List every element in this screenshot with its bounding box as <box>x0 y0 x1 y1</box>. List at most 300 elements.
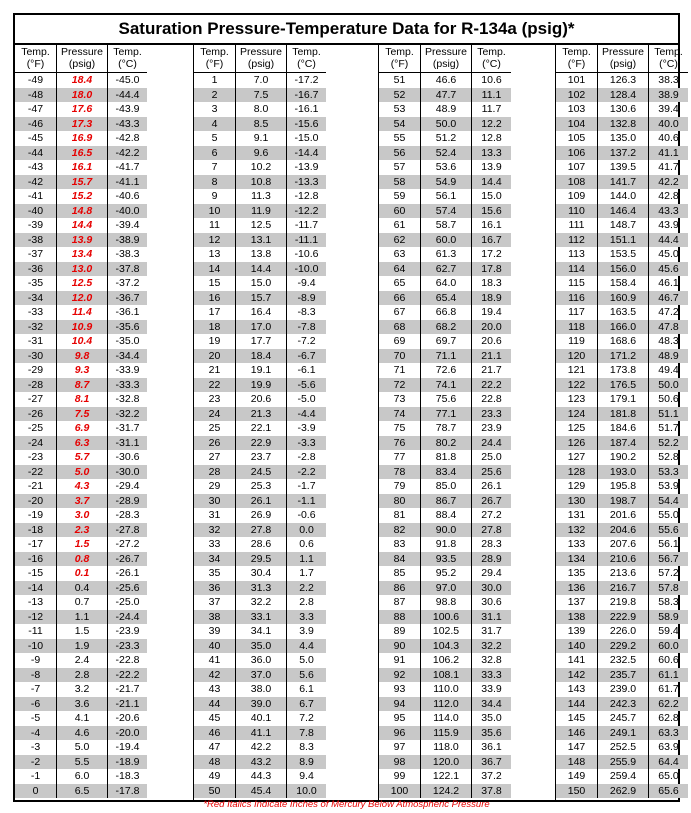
table-row <box>15 755 147 770</box>
table-row <box>194 436 326 451</box>
pressure-header: Pressure (psig) <box>597 44 648 72</box>
temp-f-cell: 45 <box>208 712 221 724</box>
temp-f-cell: -18 <box>27 523 44 536</box>
pressure-cell: 3.6 <box>56 697 107 712</box>
table-row <box>15 218 147 233</box>
temp-c-cell: -37.2 <box>107 276 147 291</box>
pressure-cell: 26.9 <box>235 508 286 523</box>
temp-f-cell: 8 <box>211 175 218 188</box>
table-row <box>379 349 511 364</box>
temp-f-cell: -39 <box>27 219 44 231</box>
pressure-cell: 114.0 <box>420 711 471 726</box>
temp-f-cell: -27 <box>27 393 44 405</box>
temp-c-cell: 42.8 <box>648 189 688 204</box>
table-row <box>194 639 326 654</box>
table-row <box>194 421 326 436</box>
temp-c-cell: 28.9 <box>471 552 511 567</box>
temp-f-cell: -17 <box>27 538 44 550</box>
temp-f-cell: 25 <box>208 422 221 434</box>
pt-chart-sheet <box>13 13 683 810</box>
temp-c-cell: 40.0 <box>648 117 688 132</box>
pressure-cell: 7.5 <box>235 88 286 103</box>
table-row <box>556 320 688 335</box>
temp-f-cell: -10 <box>27 639 44 652</box>
temp-f-cell: 41 <box>208 654 221 666</box>
pressure-cell: 2.3 <box>56 523 107 538</box>
temp-f-cell: 102 <box>567 88 586 101</box>
temp-f-cell: 82 <box>393 523 406 536</box>
table-row <box>556 479 688 494</box>
pressure-cell: 249.1 <box>597 726 648 741</box>
table-row <box>379 218 511 233</box>
temp-f-cell: -41 <box>27 190 44 202</box>
temp-c-cell: -43.9 <box>107 102 147 117</box>
temp-f-cell: 37 <box>208 596 221 608</box>
temp-c-cell: 21.7 <box>471 363 511 378</box>
temp-c-cell: -35.0 <box>107 334 147 349</box>
table-row <box>379 552 511 567</box>
temp-c-cell: 57.2 <box>648 566 688 581</box>
temp-f-cell: 3 <box>211 103 218 115</box>
temp-f-cell: 132 <box>567 523 586 536</box>
temp-f-cell: 16 <box>208 291 221 304</box>
table-row <box>379 624 511 639</box>
pressure-cell: 124.2 <box>420 784 471 799</box>
table-row <box>15 624 147 639</box>
temp-c-cell: -20.6 <box>107 711 147 726</box>
pressure-cell: 122.1 <box>420 769 471 784</box>
table-row <box>15 291 147 306</box>
table-row <box>194 653 326 668</box>
table-row <box>379 523 511 538</box>
temp-c-cell: 22.2 <box>471 378 511 393</box>
temp-f-cell: 10 <box>208 204 221 217</box>
table-row <box>556 262 688 277</box>
temp-c-cell: -4.4 <box>286 407 326 422</box>
temp-f-cell: 15 <box>208 277 221 289</box>
temp-c-cell: -1.7 <box>286 479 326 494</box>
pressure-cell: 130.6 <box>597 102 648 117</box>
temp-c-cell: 11.1 <box>471 88 511 103</box>
pressure-cell: 21.3 <box>235 407 286 422</box>
temp-f-cell: -33 <box>27 306 44 318</box>
temp-c-cell: 63.9 <box>648 740 688 755</box>
temp-c-cell: 65.6 <box>648 784 688 799</box>
temp-f-cell: 75 <box>393 422 406 434</box>
pressure-cell: 75.6 <box>420 392 471 407</box>
table-row <box>556 595 688 610</box>
table-row <box>556 88 688 103</box>
table-row <box>556 581 688 596</box>
temp-c-cell: 6.7 <box>286 697 326 712</box>
temp-c-cell: 37.2 <box>471 769 511 784</box>
pressure-cell: 12.5 <box>56 276 107 291</box>
table-row <box>556 189 688 204</box>
temp-f-cell: 4 <box>211 117 218 130</box>
pressure-header: Pressure (psig) <box>235 44 286 72</box>
temp-c-cell: 10.6 <box>471 73 511 88</box>
table-group-2 <box>193 44 326 802</box>
temp-f-cell: 73 <box>393 393 406 405</box>
pressure-cell: 42.2 <box>235 740 286 755</box>
pressure-cell: 11.4 <box>56 305 107 320</box>
temp-f-cell: 84 <box>393 552 406 565</box>
temp-c-cell: 26.1 <box>471 479 511 494</box>
temp-f-cell: 6 <box>211 146 218 159</box>
temp-f-cell: 31 <box>208 509 221 521</box>
temp-f-cell: 92 <box>393 668 406 681</box>
pressure-cell: 15.7 <box>235 291 286 306</box>
temp-f-cell: -44 <box>27 146 44 159</box>
temp-c-cell: -8.9 <box>286 291 326 306</box>
temp-c-cell: 49.4 <box>648 363 688 378</box>
temp-f-cell: 88 <box>393 610 406 623</box>
temp-f-cell: -47 <box>27 103 44 115</box>
column-headers <box>379 44 511 73</box>
temp-c-cell: -7.2 <box>286 334 326 349</box>
temp-c-cell: -14.4 <box>286 146 326 161</box>
pressure-cell: 33.1 <box>235 610 286 625</box>
pressure-cell: 0.8 <box>56 552 107 567</box>
temp-f-cell: 138 <box>567 610 586 623</box>
temp-f-cell: 46 <box>208 726 221 739</box>
table-row <box>15 769 147 784</box>
pressure-cell: 40.1 <box>235 711 286 726</box>
temp-c-cell: 3.9 <box>286 624 326 639</box>
table-row <box>194 320 326 335</box>
temp-f-cell: 124 <box>567 407 586 420</box>
temp-f-cell: 103 <box>567 103 586 115</box>
pressure-cell: 216.7 <box>597 581 648 596</box>
temp-c-cell: 23.3 <box>471 407 511 422</box>
temp-f-cell: 56 <box>393 146 406 159</box>
table-row <box>15 784 147 799</box>
pressure-cell: 3.7 <box>56 494 107 509</box>
pressure-cell: 115.9 <box>420 726 471 741</box>
temp-c-cell: 2.8 <box>286 595 326 610</box>
temp-c-cell: -28.9 <box>107 494 147 509</box>
temp-c-cell: -26.7 <box>107 552 147 567</box>
temp-c-cell: 3.3 <box>286 610 326 625</box>
temp-c-cell: -12.8 <box>286 189 326 204</box>
pressure-cell: 28.6 <box>235 537 286 552</box>
pressure-cell: 34.1 <box>235 624 286 639</box>
temp-f-cell: 123 <box>567 393 586 405</box>
temp-c-cell: 16.1 <box>471 218 511 233</box>
temp-f-cell: 32 <box>208 523 221 536</box>
temp-c-cell: -29.4 <box>107 479 147 494</box>
table-row <box>556 334 688 349</box>
temp-c-cell: 58.9 <box>648 610 688 625</box>
temp-c-cell: 53.3 <box>648 465 688 480</box>
table-row <box>379 175 511 190</box>
temp-f-cell: -35 <box>27 277 44 289</box>
table-row <box>379 769 511 784</box>
pressure-cell: 118.0 <box>420 740 471 755</box>
pressure-cell: 83.4 <box>420 465 471 480</box>
pressure-cell: 78.7 <box>420 421 471 436</box>
temp-f-cell: 72 <box>393 378 406 391</box>
temp-f-cell: -13 <box>27 596 44 608</box>
table-row <box>15 421 147 436</box>
temp-c-cell: 46.7 <box>648 291 688 306</box>
pressure-cell: 25.3 <box>235 479 286 494</box>
table-row <box>15 537 147 552</box>
table-row <box>379 160 511 175</box>
table-row <box>379 407 511 422</box>
temp-f-cell: 54 <box>393 117 406 130</box>
pressure-cell: 1.1 <box>56 610 107 625</box>
temp-f-cell: 38 <box>208 610 221 623</box>
temp-c-cell: -23.3 <box>107 639 147 654</box>
temp-c-cell: 44.4 <box>648 233 688 248</box>
table-row <box>556 726 688 741</box>
pressure-cell: 23.7 <box>235 450 286 465</box>
pressure-cell: 95.2 <box>420 566 471 581</box>
pressure-cell: 16.4 <box>235 305 286 320</box>
temp-f-cell: 122 <box>567 378 586 391</box>
pressure-cell: 187.4 <box>597 436 648 451</box>
pressure-cell: 156.0 <box>597 262 648 277</box>
table-row <box>194 595 326 610</box>
temp-c-cell: -27.2 <box>107 537 147 552</box>
pressure-cell: 65.4 <box>420 291 471 306</box>
temp-c-cell: 48.9 <box>648 349 688 364</box>
temp-f-cell: 76 <box>393 436 406 449</box>
temp-c-cell: -10.0 <box>286 262 326 277</box>
temp-f-cell: 129 <box>567 480 586 492</box>
temp-f-cell: 105 <box>567 132 586 144</box>
pressure-cell: 13.1 <box>235 233 286 248</box>
pressure-cell: 222.9 <box>597 610 648 625</box>
temp-c-cell: -40.0 <box>107 204 147 219</box>
temp-f-cell: 18 <box>208 320 221 333</box>
pressure-cell: 12.0 <box>56 291 107 306</box>
pressure-cell: 56.1 <box>420 189 471 204</box>
temp-c-cell: -18.3 <box>107 769 147 784</box>
pressure-cell: 60.0 <box>420 233 471 248</box>
temp-f-cell: 48 <box>208 755 221 768</box>
pressure-cell: 160.9 <box>597 291 648 306</box>
pressure-cell: 120.0 <box>420 755 471 770</box>
pressure-cell: 45.4 <box>235 784 286 799</box>
pressure-cell: 13.0 <box>56 262 107 277</box>
pressure-cell: 235.7 <box>597 668 648 683</box>
pressure-cell: 18.4 <box>56 73 107 88</box>
pressure-cell: 166.0 <box>597 320 648 335</box>
temp-f-cell: -26 <box>27 407 44 420</box>
table-row <box>379 639 511 654</box>
temp-c-cell: -7.8 <box>286 320 326 335</box>
table-row <box>194 450 326 465</box>
temp-c-cell: -1.1 <box>286 494 326 509</box>
temp-f-cell: -3 <box>30 741 41 753</box>
pressure-cell: 8.5 <box>235 117 286 132</box>
table-row <box>194 160 326 175</box>
table-row <box>15 189 147 204</box>
temp-c-cell: -36.1 <box>107 305 147 320</box>
temp-c-cell: 17.2 <box>471 247 511 262</box>
temp-f-cell: -11 <box>28 625 43 637</box>
temp-c-cell: 41.7 <box>648 160 688 175</box>
temp-c-cell: 37.8 <box>471 784 511 799</box>
temp-c-cell: -25.0 <box>107 595 147 610</box>
table-row <box>379 363 511 378</box>
pressure-cell: 104.3 <box>420 639 471 654</box>
temp-c-cell: 13.9 <box>471 160 511 175</box>
table-row <box>379 697 511 712</box>
temp-c-cell: -21.7 <box>107 682 147 697</box>
table-row <box>194 233 326 248</box>
temp-c-cell: -32.2 <box>107 407 147 422</box>
temp-c-cell: -15.0 <box>286 131 326 146</box>
pressure-cell: 4.3 <box>56 479 107 494</box>
temp-c-cell: 8.3 <box>286 740 326 755</box>
pressure-cell: 16.9 <box>56 131 107 146</box>
pressure-cell: 41.1 <box>235 726 286 741</box>
table-row <box>379 595 511 610</box>
pressure-cell: 100.6 <box>420 610 471 625</box>
table-row <box>194 146 326 161</box>
temp-c-cell: -11.1 <box>286 233 326 248</box>
temp-c-cell: -20.0 <box>107 726 147 741</box>
table-row <box>15 653 147 668</box>
table-row <box>556 682 688 697</box>
temp-f-cell: 139 <box>567 625 586 637</box>
temp-c-cell: -18.9 <box>107 755 147 770</box>
table-row <box>379 479 511 494</box>
temp-f-cell: 27 <box>208 451 221 463</box>
temp-c-cell: -41.7 <box>107 160 147 175</box>
temp-c-cell: 2.2 <box>286 581 326 596</box>
table-group-3 <box>378 44 511 802</box>
pressure-cell: 10.2 <box>235 160 286 175</box>
pressure-cell: 2.8 <box>56 668 107 683</box>
pressure-cell: 139.5 <box>597 160 648 175</box>
pressure-cell: 7.0 <box>235 73 286 88</box>
temp-f-cell: 43 <box>208 683 221 695</box>
temp-f-cell: 145 <box>567 712 586 724</box>
pressure-cell: 16.1 <box>56 160 107 175</box>
table-row <box>194 566 326 581</box>
table-row <box>194 668 326 683</box>
table-row <box>194 624 326 639</box>
temp-c-cell: 51.7 <box>648 421 688 436</box>
temp-f-cell: 134 <box>567 552 586 565</box>
temp-f-cell: -23 <box>27 451 44 463</box>
temp-f-cell: -42 <box>27 175 44 188</box>
table-row <box>556 508 688 523</box>
table-row <box>15 465 147 480</box>
table-row <box>379 88 511 103</box>
temp-c-cell: 15.6 <box>471 204 511 219</box>
table-row <box>556 639 688 654</box>
table-row <box>556 146 688 161</box>
temp-f-cell: 23 <box>208 393 221 405</box>
temp-f-cell: 113 <box>568 248 585 260</box>
temp-c-cell: 55.0 <box>648 508 688 523</box>
temp-c-cell: -15.6 <box>286 117 326 132</box>
temp-f-cell: 128 <box>567 465 586 478</box>
table-row <box>379 189 511 204</box>
table-row <box>15 320 147 335</box>
temp-c-cell: 7.8 <box>286 726 326 741</box>
temp-f-cell: 22 <box>208 378 221 391</box>
temp-f-cell: 99 <box>393 770 406 782</box>
pressure-cell: 0.7 <box>56 595 107 610</box>
table-row <box>194 740 326 755</box>
table-row <box>379 494 511 509</box>
table-row <box>556 494 688 509</box>
temp-f-cell: 67 <box>393 306 406 318</box>
table-row <box>15 363 147 378</box>
pressure-cell: 102.5 <box>420 624 471 639</box>
table-row <box>379 305 511 320</box>
temp-f-cell: 34 <box>208 552 221 565</box>
table-row <box>15 146 147 161</box>
pressure-cell: 181.8 <box>597 407 648 422</box>
temp-c-cell: 31.1 <box>471 610 511 625</box>
temp-c-cell: 4.4 <box>286 639 326 654</box>
temp-c-cell: 42.2 <box>648 175 688 190</box>
temp-c-cell: -45.0 <box>107 73 147 88</box>
table-row <box>379 508 511 523</box>
table-row <box>556 755 688 770</box>
temp-f-cell: 109 <box>567 190 586 202</box>
temp-f-cell: 125 <box>567 422 586 434</box>
pressure-cell: 12.5 <box>235 218 286 233</box>
temp-c-cell: -13.3 <box>286 175 326 190</box>
pressure-cell: 51.2 <box>420 131 471 146</box>
pressure-cell: 91.8 <box>420 537 471 552</box>
pressure-cell: 110.0 <box>420 682 471 697</box>
temp-f-cell: -46 <box>27 117 44 130</box>
table-row <box>556 218 688 233</box>
pressure-cell: 226.0 <box>597 624 648 639</box>
table-row <box>15 436 147 451</box>
temp-f-header: Temp. (°F) <box>562 46 591 70</box>
pressure-cell: 176.5 <box>597 378 648 393</box>
temp-c-cell: -6.1 <box>286 363 326 378</box>
pressure-cell: 6.3 <box>56 436 107 451</box>
temp-c-cell: 31.7 <box>471 624 511 639</box>
temp-f-cell: 148 <box>567 755 586 768</box>
pressure-cell: 15.7 <box>56 175 107 190</box>
temp-c-cell: 16.7 <box>471 233 511 248</box>
temp-f-cell: 98 <box>393 755 406 768</box>
footnote: *Red Italics Indicate Inches of Mercury Below Atmospheric Pressure <box>203 800 490 810</box>
pressure-cell: 58.7 <box>420 218 471 233</box>
pressure-cell: 9.3 <box>56 363 107 378</box>
table-row <box>15 160 147 175</box>
table-row <box>194 537 326 552</box>
temp-f-cell: 111 <box>568 219 585 231</box>
temp-f-cell: -16 <box>27 552 44 565</box>
temp-c-cell: 47.2 <box>648 305 688 320</box>
table-row <box>379 146 511 161</box>
temp-c-cell: 60.6 <box>648 653 688 668</box>
temp-f-header: Temp. (°F) <box>200 46 229 70</box>
table-row <box>194 349 326 364</box>
pressure-cell: 137.2 <box>597 146 648 161</box>
pressure-cell: 69.7 <box>420 334 471 349</box>
table-row <box>194 479 326 494</box>
table-row <box>15 175 147 190</box>
table-row <box>379 740 511 755</box>
temp-c-cell: -9.4 <box>286 276 326 291</box>
pressure-cell: 93.5 <box>420 552 471 567</box>
temp-c-cell: 38.9 <box>648 88 688 103</box>
